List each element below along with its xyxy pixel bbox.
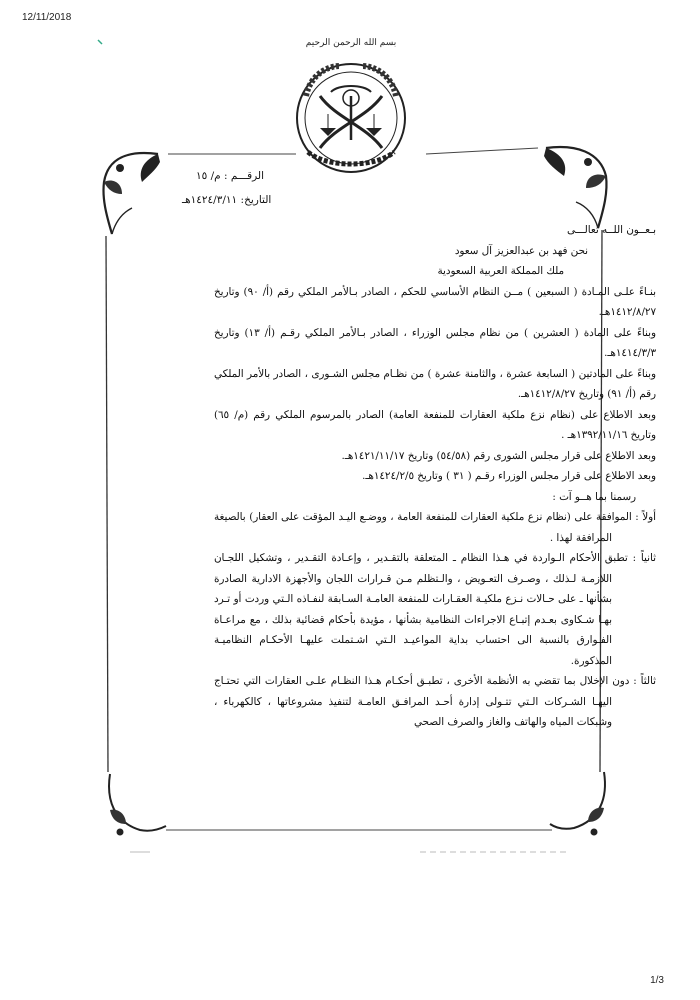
preamble-paragraph: وبناءً على المادتين ( السابعة عشرة ، والثامنة عشرة ) من نظـام مجلس الشـورى ، الصادر بالأمر الملكي رقم (أ/ ٩١) وتاريخ ١٤١٢/٨/٢٧هـ. bbox=[214, 367, 656, 400]
scan-artifact bbox=[120, 850, 580, 854]
item-number: أولاً : bbox=[635, 511, 656, 523]
scanned-decree bbox=[96, 30, 656, 860]
opening-phrase: بـعــون اللــه تعالـــى bbox=[566, 224, 656, 236]
reference-number: الرقـــم : م/ ١٥ bbox=[196, 170, 265, 182]
item-text: دون الإخلال بما تقضي به الأنظمة الأخرى ، تطبـق أحكـام هـذا النظـام علـى العقارات التي تحتـاج اليهـا الشـركات الـتي تتـولى إدارة أحـد المرافـق العامـة لتنفيذ مشروعاتها ، كالكهرباء ، وشبكات المياه والهاتف والغاز والصرف الصحي bbox=[214, 675, 630, 728]
item-text: تطبق الأحكام الـواردة في هـذا النظام ـ المتعلقة بالتقـدير ، وإعـادة التقـدير ، وتشكيل اللجـان اللازمـة لـذلك ، وصـرف التعـويض ، والـتظلم مـن قـرارات اللجان والأجهزة الادارية الصادرة بشأنها ـ على حـالات نـزع ملكيـة العقـارات للمنفعة العامـة السـابقة لنفـاذه الـتي وردت أو تـرد بهـا شـكاوى بعـدم إتبـاع الاجراءات النظامية بشأنها ، مؤيدة بأحكام قضائية بذلك ، مع مراعـاة الفـوارق بالنسبة الى احتساب بداية المواعيـد الـتي اشـتملت عليهـا الأحكـام النظاميـة المذكورة. bbox=[214, 552, 628, 667]
saudi-emblem-icon bbox=[286, 56, 416, 176]
basmala: بسم الله الرحمن الرحيم bbox=[305, 38, 397, 48]
preamble-paragraph: بنـاءً علـى المـادة ( السبعين ) مــن النظام الأساسي للحكم ، الصادر بـالأمر الملكي رقم (أ/ ٩٠) وتاريخ ١٤١٢/٨/٢٧هـ. bbox=[214, 285, 656, 318]
preamble-paragraph: وبناءً على المادة ( العشرين ) من نظام مجلس الوزراء ، الصادر بـالأمر الملكي رقـم (أ/ ١٣) وتاريخ ١٤١٤/٣/٣هـ. bbox=[214, 326, 656, 359]
king-title: ملك المملكة العربية السعودية bbox=[437, 265, 564, 277]
item-number: ثالثاً : bbox=[633, 675, 656, 687]
king-name: نحن فهد بن عبدالعزيز آل سعود bbox=[454, 244, 588, 257]
decree-phrase: رسمنا بما هــو آت : bbox=[552, 490, 636, 503]
item-text: الموافقة على (نظام نزع ملكية العقارات للمنفعة العامة ، ووضـع اليـد المؤقت على العقار) بالصيغة المرافقة لهذا . bbox=[214, 511, 632, 544]
decree-item bbox=[214, 671, 656, 733]
preamble-paragraph: وبعد الاطلاع على قرار مجلس الشورى رقم (٥٤/٥٨) وتاريخ ١٤٢١/١١/١٧هـ. bbox=[341, 449, 656, 462]
reference-date: التاريخ: ١٤٢٤/٣/١١هـ bbox=[182, 194, 272, 206]
preamble-paragraph: وبعد الاطلاع على (نظام نزع ملكية العقارات للمنفعة العامة) الصادر بالمرسوم الملكي رقم (م/ ٦٥) وتاريخ ١٣٩٢/١١/١٦هـ . bbox=[214, 408, 656, 441]
page-number: 1/3 bbox=[650, 975, 664, 986]
print-date: 12/11/2018 bbox=[22, 12, 72, 23]
decree-item bbox=[214, 548, 656, 671]
item-number: ثانياً : bbox=[632, 552, 656, 564]
decree-item bbox=[214, 507, 656, 548]
decree-body bbox=[214, 220, 656, 733]
preamble-paragraph: وبعد الاطلاع على قرار مجلس الوزراء رقـم ( ٣١ ) وتاريخ ١٤٢٤/٢/٥هـ. bbox=[362, 470, 656, 482]
